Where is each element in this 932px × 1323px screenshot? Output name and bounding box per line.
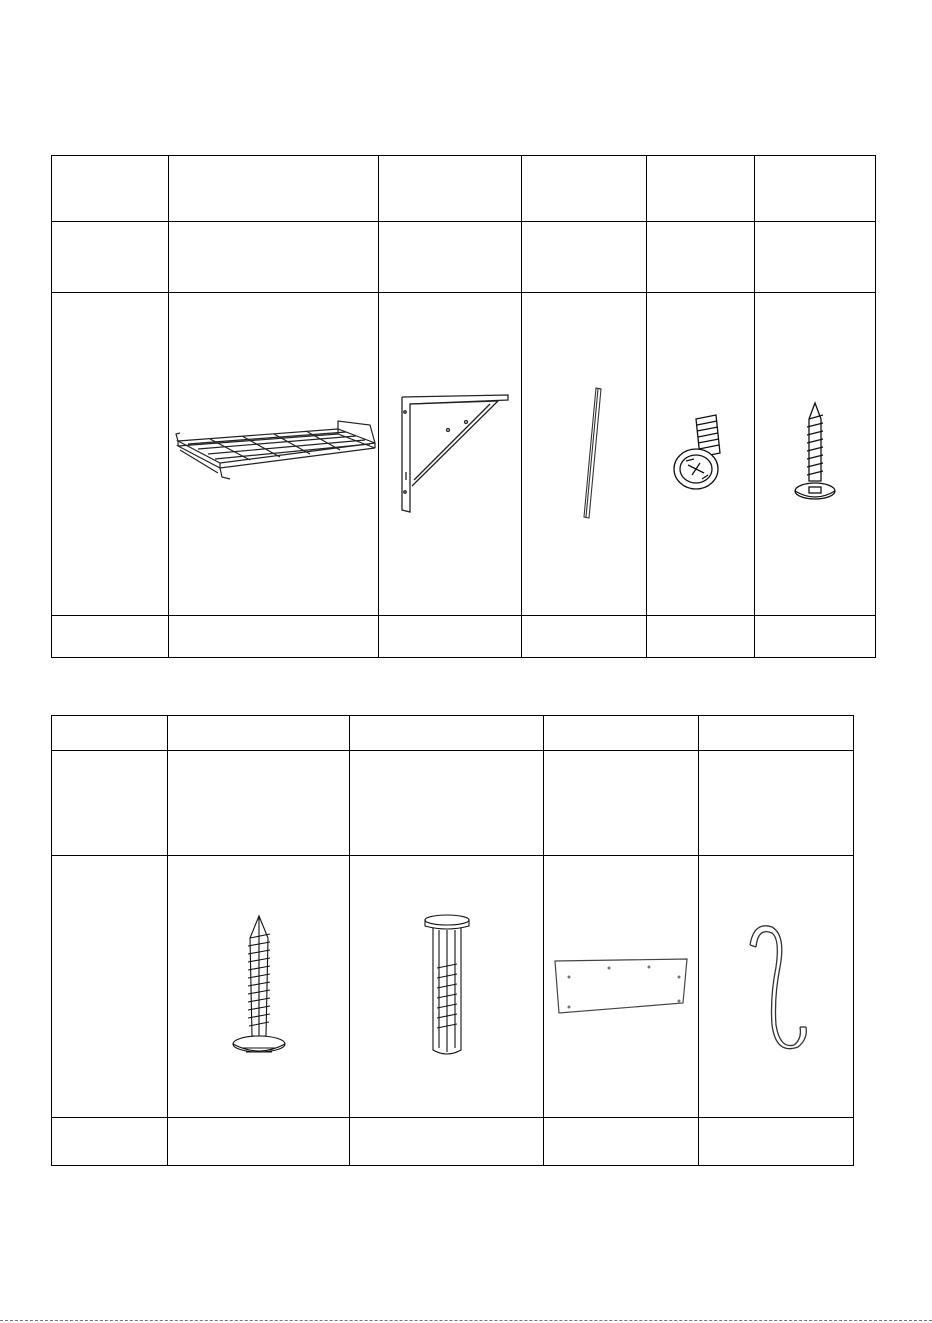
header-cell [169, 156, 379, 222]
table-cell [699, 856, 854, 1118]
table-cell [52, 293, 169, 616]
header-cell [699, 716, 854, 751]
header-cell [755, 156, 876, 222]
header-cell [52, 156, 169, 222]
wire-shelf-icon [170, 419, 378, 489]
table-cell [544, 1118, 699, 1166]
shelf-bracket-icon [390, 392, 510, 517]
table-cell [522, 616, 647, 658]
table-row [52, 751, 854, 856]
paper-template-icon [551, 957, 691, 1017]
support-rod-icon [549, 384, 619, 524]
header-cell [379, 156, 522, 222]
parts-table-2 [51, 715, 854, 1166]
s-hook-icon [736, 917, 816, 1057]
table-row [52, 1118, 854, 1166]
table-cell [350, 856, 544, 1118]
table-row [52, 856, 854, 1118]
header-cell [522, 156, 647, 222]
table-cell [699, 1118, 854, 1166]
table-cell [169, 222, 379, 293]
table-cell [522, 293, 647, 616]
table-cell [379, 222, 522, 293]
table-cell [52, 1118, 168, 1166]
table-cell [379, 293, 522, 616]
table-row [52, 156, 876, 222]
table-cell [52, 856, 168, 1118]
header-cell [544, 716, 699, 751]
machine-screw-icon [666, 409, 736, 499]
table-cell [169, 293, 379, 616]
table-cell [647, 293, 755, 616]
header-cell [168, 716, 350, 751]
table-cell [52, 616, 169, 658]
wood-screw-icon [785, 399, 845, 509]
long-wood-screw-icon [224, 912, 294, 1062]
table-cell [169, 616, 379, 658]
table-cell [350, 1118, 544, 1166]
table-row [52, 293, 876, 616]
table-cell [168, 856, 350, 1118]
table-cell [52, 751, 168, 856]
table-cell [52, 222, 169, 293]
table-cell [755, 293, 876, 616]
header-cell [52, 716, 168, 751]
table-cell [755, 222, 876, 293]
table-cell [379, 616, 522, 658]
table-cell [647, 616, 755, 658]
table-row [52, 616, 876, 658]
table-cell [350, 751, 544, 856]
table-cell [168, 751, 350, 856]
table-cell [755, 616, 876, 658]
header-cell [350, 716, 544, 751]
wall-anchor-icon [417, 912, 477, 1062]
header-cell [647, 156, 755, 222]
parts-table-1 [51, 155, 876, 658]
table-cell [544, 751, 699, 856]
table-cell [699, 751, 854, 856]
page-edge-rule [0, 1320, 932, 1321]
table-cell [544, 856, 699, 1118]
table-cell [522, 222, 647, 293]
table-row [52, 716, 854, 751]
table-row [52, 222, 876, 293]
table-cell [168, 1118, 350, 1166]
table-cell [647, 222, 755, 293]
